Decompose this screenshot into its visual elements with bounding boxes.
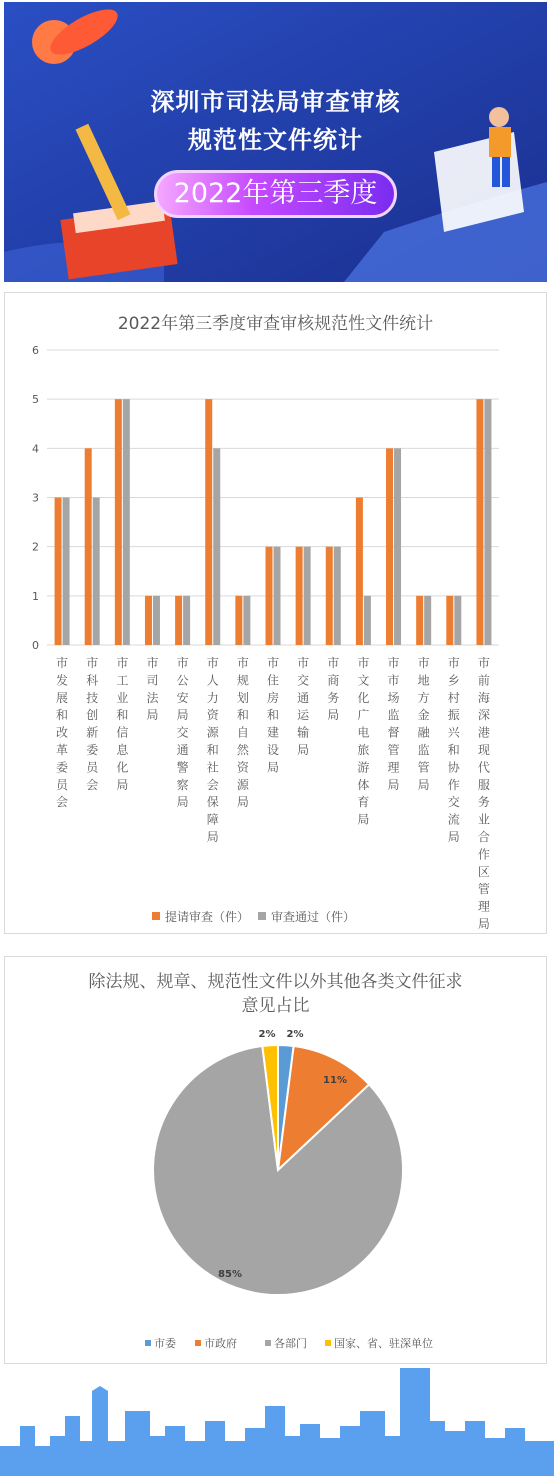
bar-submitted [85, 448, 92, 645]
x-category-label: 然 [236, 743, 249, 757]
pie-data-label: 85% [218, 1269, 242, 1280]
x-category-label: 设 [266, 743, 280, 757]
bar-submitted [266, 547, 273, 645]
x-category-label: 海 [477, 690, 490, 705]
x-category-label: 兴 [447, 725, 460, 740]
x-category-label: 市 [447, 656, 460, 670]
bar-chart [5, 293, 546, 933]
x-category-label: 息 [116, 743, 129, 757]
x-category-label: 市 [86, 656, 99, 670]
x-category-label: 人 [206, 673, 219, 688]
legend-swatch [325, 1340, 331, 1346]
legend-label: 市委 [154, 1337, 176, 1350]
legend-label: 国家、省、驻深单位 [334, 1337, 433, 1350]
x-category-label: 市 [56, 656, 69, 670]
x-category-label: 金 [417, 708, 430, 723]
x-category-label: 局 [297, 743, 310, 757]
x-category-label: 通 [176, 743, 189, 757]
legend-label: 各部门 [274, 1337, 307, 1350]
x-category-label: 改 [56, 725, 69, 740]
x-category-label: 局 [387, 777, 400, 792]
x-category-label: 社 [206, 760, 219, 775]
y-tick-label: 2 [32, 540, 39, 554]
x-category-label: 信 [116, 725, 129, 740]
bar-submitted [446, 596, 453, 645]
x-category-label: 理 [387, 760, 400, 775]
legend-label: 市政府 [204, 1337, 237, 1350]
bar-submitted [476, 399, 483, 645]
x-category-label: 现 [477, 743, 490, 757]
y-tick-label: 6 [32, 344, 39, 357]
x-category-label: 力 [206, 690, 219, 705]
pie-data-label: 11% [323, 1075, 347, 1086]
pie-chart-panel [4, 956, 547, 1364]
x-category-label: 源 [206, 725, 219, 740]
x-category-label: 新 [86, 725, 99, 740]
x-category-label: 育 [357, 795, 370, 810]
bar-submitted [235, 596, 242, 645]
x-category-label: 自 [236, 725, 249, 740]
x-category-label: 融 [417, 725, 430, 740]
x-category-label: 作 [477, 847, 490, 862]
x-category-label: 地 [417, 673, 430, 688]
x-category-label: 广 [357, 708, 370, 723]
pie-chart-title-line1: 除法规、规章、规范性文件以外其他各类文件征求 [88, 972, 463, 992]
x-category-label: 市 [477, 656, 490, 670]
bar-approved [63, 498, 70, 646]
x-category-label: 市 [266, 656, 280, 670]
x-category-label: 务 [327, 690, 340, 705]
x-category-label: 资 [236, 760, 249, 775]
x-category-label: 村 [447, 690, 460, 705]
bar-approved [304, 547, 311, 645]
pie-data-label: 2% [286, 1029, 304, 1040]
x-category-label: 港 [477, 725, 490, 740]
pie-chart [5, 957, 546, 1363]
x-category-label: 和 [266, 708, 280, 723]
x-category-label: 安 [176, 690, 189, 705]
bar-approved [123, 399, 130, 645]
x-category-label: 游 [357, 760, 370, 775]
bar-submitted [296, 547, 303, 645]
x-category-label: 化 [116, 760, 129, 775]
x-category-label: 建 [266, 725, 280, 740]
legend-swatch [145, 1340, 151, 1346]
x-category-label: 技 [86, 690, 99, 705]
x-category-label: 障 [206, 812, 219, 827]
x-category-label: 流 [447, 812, 460, 827]
x-category-label: 运 [297, 708, 310, 723]
x-category-label: 划 [236, 690, 249, 705]
x-category-label: 局 [176, 795, 189, 810]
x-category-label: 监 [387, 708, 400, 723]
x-category-label: 委 [86, 743, 99, 757]
x-category-label: 市 [146, 656, 159, 670]
x-category-label: 警 [176, 760, 189, 775]
x-category-label: 会 [206, 777, 219, 792]
bar-submitted [175, 596, 182, 645]
x-category-label: 资 [206, 708, 219, 723]
legend-swatch [265, 1340, 271, 1346]
x-category-label: 交 [447, 795, 460, 810]
x-category-label: 市 [116, 656, 129, 670]
x-category-label: 市 [176, 656, 189, 670]
x-category-label: 体 [357, 777, 370, 792]
x-category-label: 务 [477, 795, 490, 810]
bar-approved [274, 547, 281, 645]
x-category-label: 局 [116, 777, 129, 792]
y-tick-label: 1 [32, 589, 39, 603]
x-category-label: 乡 [447, 673, 460, 688]
legend-swatch [152, 912, 160, 920]
x-category-label: 方 [417, 690, 430, 705]
bar-approved [213, 448, 220, 645]
header-banner [4, 2, 547, 282]
x-category-label: 区 [477, 864, 490, 879]
legend-label: 提请审查（件） [165, 910, 250, 924]
banner-title-line2: 规范性文件统计 [188, 126, 363, 154]
x-category-label: 深 [477, 708, 490, 723]
x-category-label: 公 [176, 673, 189, 688]
x-category-label: 业 [116, 690, 129, 705]
x-category-label: 市 [236, 656, 249, 670]
x-category-label: 局 [146, 708, 159, 723]
x-category-label: 局 [176, 708, 189, 723]
y-tick-label: 4 [32, 442, 39, 456]
x-category-label: 发 [56, 673, 69, 688]
bar-approved [424, 596, 431, 645]
x-category-label: 会 [56, 795, 69, 810]
x-category-label: 法 [146, 690, 159, 705]
x-category-label: 合 [477, 830, 490, 844]
x-category-label: 市 [417, 656, 430, 670]
banner-title-line1: 深圳市司法局审查审核 [150, 88, 401, 116]
bar-submitted [416, 596, 423, 645]
bar-approved [243, 596, 250, 645]
x-category-label: 局 [447, 830, 460, 844]
bar-approved [484, 399, 491, 645]
bar-submitted [205, 399, 212, 645]
x-category-label: 管 [417, 760, 430, 775]
x-category-label: 工 [116, 673, 129, 688]
x-category-label: 和 [447, 743, 460, 757]
x-category-label: 督 [387, 725, 400, 740]
bar-submitted [386, 448, 393, 645]
legend-swatch [258, 912, 266, 920]
y-tick-label: 3 [32, 491, 39, 505]
x-category-label: 保 [206, 795, 219, 810]
x-category-label: 作 [447, 777, 460, 792]
bar-approved [183, 596, 190, 645]
x-category-label: 员 [86, 760, 99, 775]
x-category-label: 管 [477, 882, 490, 897]
x-category-label: 交 [176, 725, 189, 740]
x-category-label: 市 [387, 673, 400, 688]
pie-data-label: 2% [258, 1029, 276, 1040]
x-category-label: 局 [417, 777, 430, 792]
bar-approved [93, 498, 100, 646]
bar-approved [334, 547, 341, 645]
x-category-label: 电 [357, 725, 370, 740]
legend-label: 审查通过（件） [271, 910, 356, 924]
x-category-label: 前 [477, 673, 490, 688]
x-category-label: 房 [266, 690, 280, 705]
x-category-label: 革 [56, 743, 69, 757]
bar-submitted [55, 498, 62, 646]
bar-submitted [326, 547, 333, 645]
x-category-label: 创 [86, 708, 99, 723]
x-category-label: 和 [236, 708, 249, 723]
x-category-label: 旅 [357, 743, 370, 757]
x-category-label: 局 [206, 830, 219, 844]
bar-approved [153, 596, 160, 645]
x-category-label: 司 [146, 673, 159, 688]
x-category-label: 市 [357, 656, 370, 670]
x-category-label: 协 [447, 760, 460, 775]
x-category-label: 和 [206, 743, 219, 757]
x-category-label: 市 [327, 656, 340, 670]
x-category-label: 文 [357, 673, 370, 688]
x-category-label: 输 [297, 725, 310, 740]
y-tick-label: 5 [32, 393, 39, 407]
x-category-label: 市 [387, 656, 400, 670]
x-category-label: 局 [327, 708, 340, 723]
city-skyline-decoration [0, 1366, 554, 1476]
x-category-label: 商 [327, 673, 340, 688]
x-category-label: 场 [387, 690, 400, 705]
x-category-label: 局 [236, 795, 249, 810]
bar-approved [454, 596, 461, 645]
x-category-label: 和 [116, 708, 129, 723]
x-category-label: 服 [477, 777, 490, 792]
x-category-label: 监 [417, 743, 430, 757]
bar-approved [394, 448, 401, 645]
x-category-label: 源 [236, 777, 249, 792]
pie-chart-title-line2: 意见占比 [241, 996, 310, 1016]
x-category-label: 局 [477, 917, 490, 931]
bar-chart-title: 2022年第三季度审查审核规范性文件统计 [117, 314, 434, 334]
x-category-label: 局 [266, 760, 280, 775]
x-category-label: 市 [297, 656, 310, 670]
x-category-label: 规 [236, 673, 249, 688]
x-category-label: 交 [297, 673, 310, 688]
x-category-label: 察 [176, 777, 189, 792]
bar-chart-panel [4, 292, 547, 934]
legend-swatch [195, 1340, 201, 1346]
x-category-label: 理 [477, 899, 490, 914]
x-category-label: 和 [56, 708, 69, 723]
x-category-label: 通 [297, 690, 310, 705]
x-category-label: 科 [86, 673, 99, 688]
bar-submitted [356, 498, 363, 646]
x-category-label: 展 [56, 690, 69, 705]
bar-approved [364, 596, 371, 645]
x-category-label: 代 [477, 760, 490, 775]
quarter-badge: 2022年第三季度 [154, 170, 397, 218]
x-category-label: 员 [56, 777, 69, 792]
x-category-label: 会 [86, 777, 99, 792]
x-category-label: 委 [56, 760, 69, 775]
bar-submitted [115, 399, 122, 645]
bar-submitted [145, 596, 152, 645]
x-category-label: 住 [266, 673, 280, 688]
y-tick-label: 0 [32, 639, 39, 652]
x-category-label: 业 [477, 812, 490, 827]
x-category-label: 市 [206, 656, 219, 670]
x-category-label: 管 [387, 743, 400, 757]
x-category-label: 振 [447, 708, 460, 723]
x-category-label: 化 [357, 690, 370, 705]
x-category-label: 局 [357, 812, 370, 827]
